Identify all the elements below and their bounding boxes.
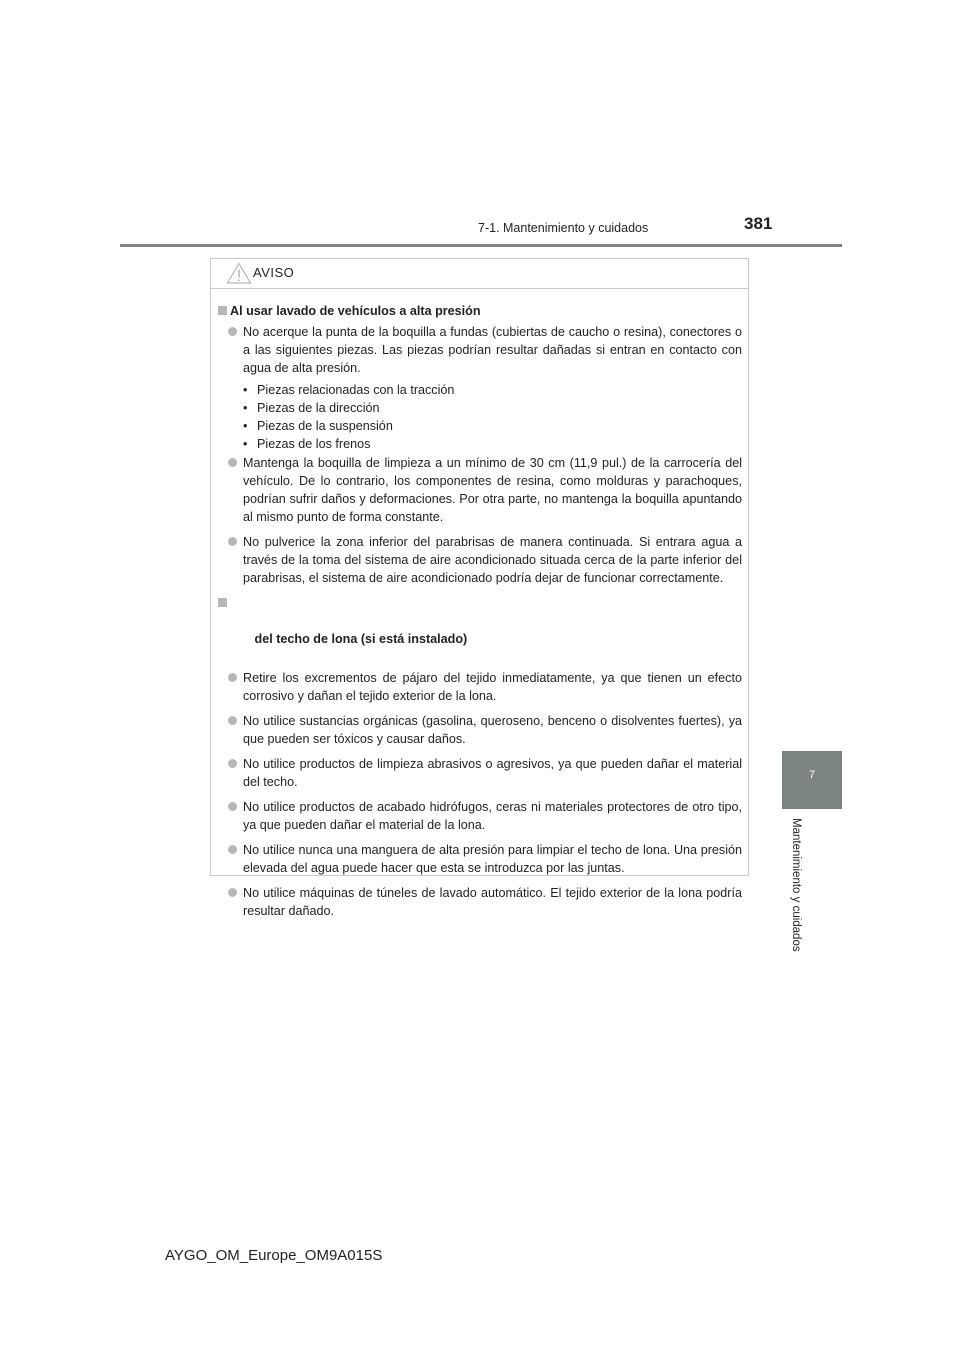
dot-bullet-icon: •	[243, 419, 248, 433]
section-heading	[218, 302, 742, 320]
circle-bullet-icon	[228, 802, 237, 811]
header-rule	[120, 244, 842, 247]
list-item	[218, 323, 742, 377]
list-item	[218, 884, 742, 920]
dot-bullet-icon: •	[243, 383, 248, 397]
list-item-text: No utilice productos de limpieza abrasivos o agresivos, ya que pueden dañar el material del techo.	[243, 757, 742, 789]
warning-box	[210, 258, 749, 918]
list-item	[218, 454, 742, 526]
list-item-text: No acerque la punta de la boquilla a fundas (cubiertas de caucho o resina), conectores o a las siguientes piezas. Las piezas podrían resultar dañadas si entran en contacto con agua de alta presión.	[243, 325, 742, 375]
circle-bullet-icon	[228, 327, 237, 336]
circle-bullet-icon	[228, 673, 237, 682]
warning-header	[211, 259, 748, 289]
header-section-title: 7-1. Mantenimiento y cuidados	[478, 221, 649, 235]
sub-list-item-text: Piezas de los frenos	[257, 437, 371, 451]
section-heading-text: del techo de lona (si está instalado)	[251, 632, 468, 646]
sub-list-item	[218, 381, 742, 399]
sub-list-item	[218, 417, 742, 435]
list-item	[218, 798, 742, 834]
footer-document-code: AYGO_OM_Europe_OM9A015S	[165, 1247, 383, 1264]
list-item	[218, 755, 742, 791]
list-item-text: No pulverice la zona inferior del parabrisas de manera continuada. Si entrara agua a través de la toma del sistema de aire acondicionado situada cerca de la parte inferior del parabrisas, el sistema de aire acondicionado podría dejar de funcionar correctamente.	[243, 535, 742, 585]
sub-list	[218, 381, 742, 453]
list-item-text: No utilice nunca una manguera de alta presión para limpiar el techo de lona. Una presión elevada del agua puede hacer que esta se introduzca por las juntas.	[243, 843, 742, 875]
list-item	[218, 533, 742, 587]
list-item-text: Mantenga la boquilla de limpieza a un mínimo de 30 cm (11,9 pul.) de la carrocería del vehículo. De lo contrario, los componentes de resina, como molduras y parachoques, podrían sufrir daños y deformaciones. Por otra parte, no mantenga la boquilla apuntando al mismo punto de forma constante.	[243, 456, 742, 524]
circle-bullet-icon	[228, 537, 237, 546]
chapter-side-label: Mantenimiento y cuidados	[790, 818, 802, 952]
dot-bullet-icon: •	[243, 437, 248, 451]
page-number: 381	[744, 214, 773, 233]
warning-body	[211, 289, 748, 920]
list-item	[218, 712, 742, 748]
sub-list-item-text: Piezas de la suspensión	[257, 419, 393, 433]
section-heading	[218, 594, 742, 666]
list-item-text: Retire los excrementos de pájaro del tejido inmediatamente, ya que tienen un efecto corrosivo y dañan el tejido exterior de la lona.	[243, 671, 742, 703]
warning-title: AVISO	[253, 265, 295, 280]
list-item-text: No utilice máquinas de túneles de lavado automático. El tejido exterior de la lona podría resultar dañado.	[243, 886, 742, 918]
list-item	[218, 841, 742, 877]
circle-bullet-icon	[228, 845, 237, 854]
circle-bullet-icon	[228, 716, 237, 725]
circle-bullet-icon	[228, 458, 237, 467]
dot-bullet-icon: •	[243, 401, 248, 415]
list-item	[218, 669, 742, 705]
list-item-text: No utilice productos de acabado hidrófugos, ceras ni materiales protectores de otro tipo, ya que pueden dañar el material de la lona.	[243, 800, 742, 832]
list-item-text: No utilice sustancias orgánicas (gasolina, queroseno, benceno o disolventes fuertes), ya que pueden ser tóxicos y causar daños.	[243, 714, 742, 746]
square-bullet-icon	[218, 306, 227, 315]
chapter-tab	[782, 751, 842, 809]
sub-list-item	[218, 399, 742, 417]
square-bullet-icon	[218, 598, 227, 607]
chapter-tab-number: 7	[808, 769, 816, 781]
sub-list-item	[218, 435, 742, 453]
sub-list-item-text: Piezas de la dirección	[257, 401, 380, 415]
circle-bullet-icon	[228, 888, 237, 897]
circle-bullet-icon	[228, 759, 237, 768]
sub-list-item-text: Piezas relacionadas con la tracción	[257, 383, 455, 397]
section-heading-text: Al usar lavado de vehículos a alta presión	[230, 304, 481, 318]
warning-triangle-icon	[226, 262, 252, 284]
